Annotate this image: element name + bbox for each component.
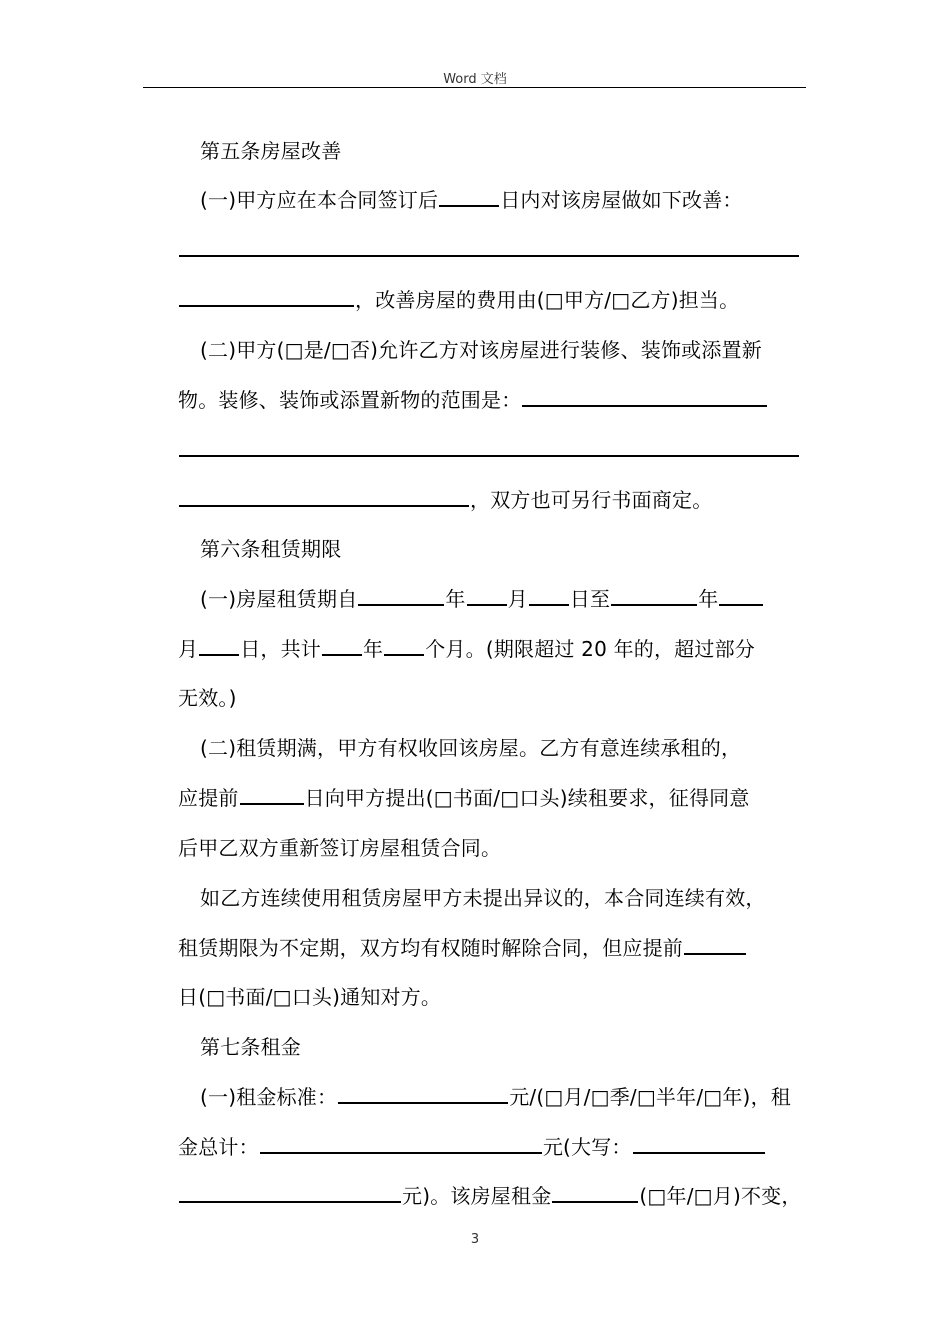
text-segment: 日向甲方提出(□书面/□口头)续租要求，征得同意	[304, 786, 750, 810]
text-segment: (二)甲方(□是/□否)允许乙方对该房屋进行装修、装饰或添置新	[200, 338, 762, 362]
fill-in-blank	[260, 1134, 542, 1154]
fill-in-blank	[179, 287, 354, 307]
text-segment: 年	[445, 587, 466, 611]
text-line-art7-title	[200, 1033, 301, 1061]
text-segment: 如乙方连续使用租赁房屋甲方未提出异议的，本合同连续有效，	[200, 886, 766, 910]
fill-in-blank	[522, 387, 767, 407]
text-segment: 金总计：	[178, 1135, 259, 1159]
text-line-art6-3-c	[178, 983, 441, 1011]
text-line-art6-2-a	[200, 734, 741, 762]
text-line-art6-title	[200, 535, 341, 563]
text-segment: 元(大写：	[542, 1135, 632, 1159]
text-segment: 日至	[569, 587, 611, 611]
text-segment: (一)甲方应在本合同签订后	[200, 188, 439, 212]
text-segment: 元)。该房屋租金	[402, 1184, 552, 1208]
fill-in-blank	[179, 1183, 401, 1203]
fill-in-blank	[179, 487, 469, 507]
text-line-art7-1-b	[178, 1133, 766, 1161]
fill-in-blank	[240, 785, 304, 805]
text-line-art5-2-a	[200, 336, 762, 364]
page-number: 3	[470, 1232, 480, 1247]
text-line-art5-1-c	[178, 286, 739, 314]
text-line-art6-1-a	[200, 585, 764, 613]
text-line-art7-1-c	[178, 1182, 802, 1210]
text-segment: 年	[363, 637, 384, 661]
text-line-art5-2-b	[178, 386, 768, 414]
text-line-art5-1-b	[178, 236, 800, 264]
fill-in-blank	[684, 935, 746, 955]
fill-in-blank	[179, 437, 799, 457]
text-segment: 后甲乙双方重新签订房屋租赁合同。	[178, 836, 502, 860]
text-line-art6-1-b	[178, 635, 755, 663]
fill-in-blank	[358, 586, 444, 606]
text-segment: ，改善房屋的费用由(□甲方/□乙方)担当。	[355, 288, 740, 312]
text-segment: 日内对该房屋做如下改善：	[500, 188, 743, 212]
text-segment: 应提前	[178, 786, 239, 810]
text-line-art6-1-c	[178, 684, 237, 712]
text-line-art5-2-d	[178, 486, 712, 514]
text-segment: ，双方也可另行书面商定。	[470, 488, 713, 512]
text-segment: (一)房屋租赁期自	[200, 587, 358, 611]
text-line-art6-3-b	[178, 934, 747, 962]
text-line-art5-1-a	[200, 186, 743, 214]
fill-in-blank	[384, 636, 424, 656]
text-segment: 日(□书面/□口头)通知对方。	[178, 985, 442, 1009]
text-line-art6-2-c	[178, 834, 501, 862]
fill-in-blank	[719, 586, 763, 606]
text-segment: (□年/□月)不变，	[639, 1184, 802, 1208]
fill-in-blank	[529, 586, 569, 606]
text-line-art6-2-b	[178, 784, 750, 812]
text-segment: (二)租赁期满，甲方有权收回该房屋。乙方有意连续承租的，	[200, 736, 742, 760]
text-segment: 年	[698, 587, 719, 611]
text-line-art5-2-c	[178, 436, 800, 464]
fill-in-blank	[322, 636, 362, 656]
header-rule	[143, 87, 806, 88]
fill-in-blank	[199, 636, 239, 656]
text-segment: 第五条房屋改善	[200, 139, 342, 163]
text-line-art5-title	[200, 137, 341, 165]
text-segment: 租赁期限为不定期，双方均有权随时解除合同，但应提前	[178, 936, 683, 960]
text-segment: 月	[507, 587, 528, 611]
text-segment: 元/(□月/□季/□半年/□年)，租	[509, 1085, 791, 1109]
fill-in-blank	[552, 1183, 638, 1203]
text-line-art6-3-a	[200, 884, 766, 912]
text-line-art7-1-a	[200, 1083, 791, 1111]
text-segment: (一)租金标准：	[200, 1085, 338, 1109]
fill-in-blank	[179, 237, 799, 257]
text-segment: 物。装修、装饰或添置新物的范围是：	[178, 388, 522, 412]
text-segment: 日，共计	[240, 637, 322, 661]
fill-in-blank	[633, 1134, 765, 1154]
text-segment: 月	[178, 637, 199, 661]
fill-in-blank	[467, 586, 507, 606]
header-title: Word 文档	[443, 72, 507, 87]
fill-in-blank	[439, 187, 499, 207]
text-segment: 第七条租金	[200, 1035, 301, 1059]
text-segment: 第六条租赁期限	[200, 537, 342, 561]
fill-in-blank	[611, 586, 697, 606]
text-segment: 个月。(期限超过 20 年的，超过部分	[425, 637, 755, 661]
fill-in-blank	[338, 1084, 508, 1104]
text-segment: 无效。)	[178, 686, 237, 710]
